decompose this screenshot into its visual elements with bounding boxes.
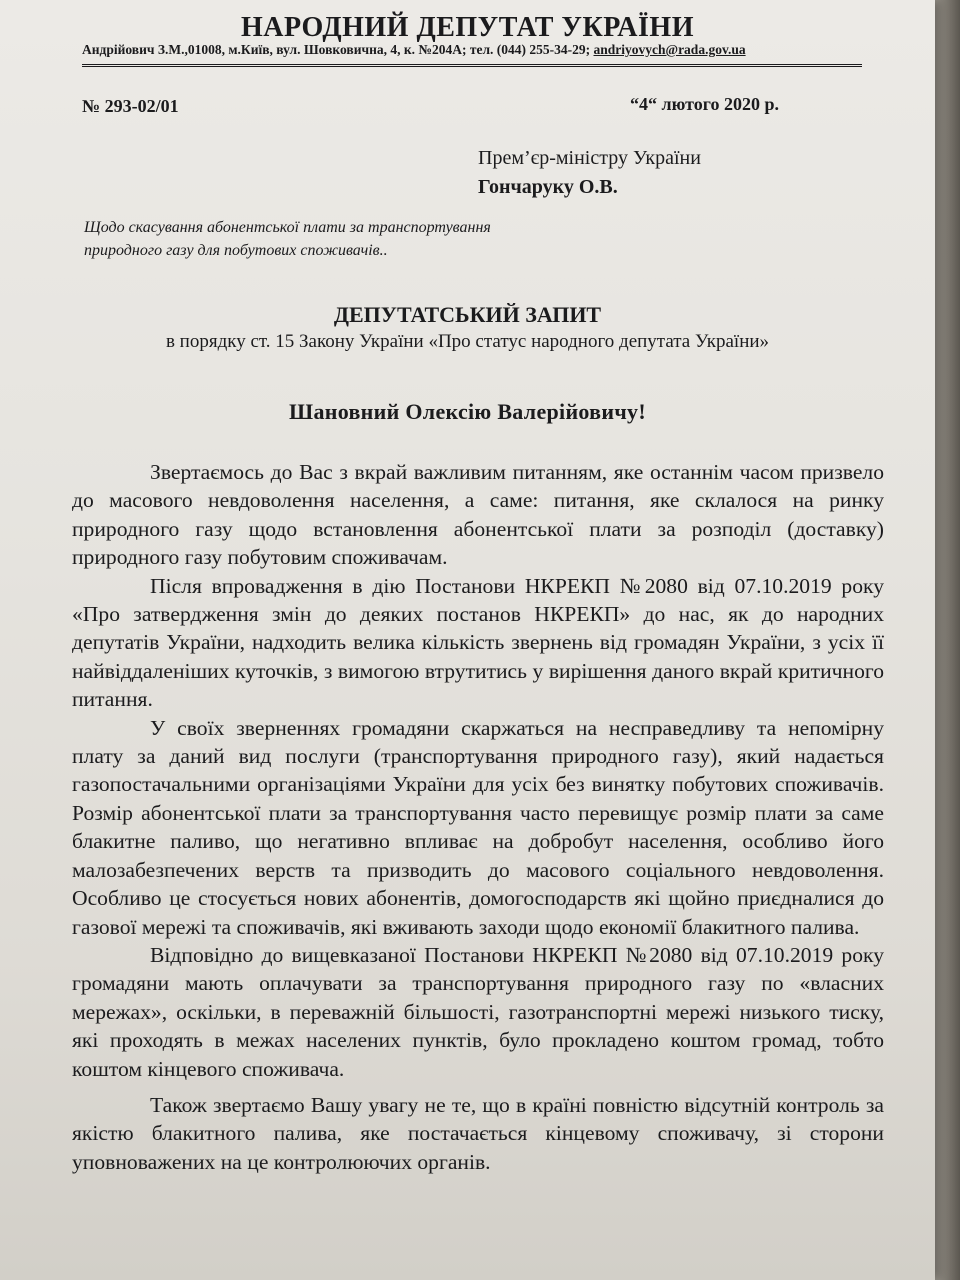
- address-text: Андрійович З.М.,01008, м.Київ, вул. Шовковична, 4, к. №204А; тел. (044) 255-34-29;: [82, 42, 594, 57]
- paragraph-5: Також звертаємо Вашу увагу не те, що в країні повністю відсутній контроль за якістю блакитного палива, яке постачається кінцевому споживачу, зі сторони уповноважених на це контролюючих органів.: [72, 1092, 884, 1174]
- letterhead-address: [82, 42, 862, 67]
- document-date: “4“ лютого 2020 р.: [630, 94, 779, 114]
- paragraph-2: Після впровадження в дію Постанови НКРЕКП №2080 від 07.10.2019 року «Про затвердження змін до деяких постанов НКРЕКП» до нас, як до народних депутатів України, надходить велика кількість звернень від громадян України, з усіх її найвіддаленіших куточків, з вимогою втрутитись у вирішення даного вкрай критичного питання.: [72, 573, 884, 712]
- document-title: ДЕПУТАТСЬКИЙ ЗАПИТ: [333, 302, 602, 327]
- recipient-position: Прем’єр-міністру України: [478, 147, 701, 169]
- email-link[interactable]: andriyovych@rada.gov.ua: [593, 42, 746, 57]
- recipient-name: Гончаруку О.В.: [478, 176, 618, 198]
- paragraph-3: У своїх зверненнях громадяни скаржаться на несправедливу та непомірну плату за даний вид послуги (транспортування природного газу), який надається газопостачальними організаціями України для усіх без винятку побутових споживачів. Розмір абонентської плати за транспортування часто перевищує розмір плати за саме блакитне паливо, що негативно впливає на добробут населення, особливо його малозабезпечених верств та призводить до масового соціального невдоволення. Особливо це стосується нових абонентів, домогосподарств які щойно приєдналися до газової мережі та споживачів, які вживають заходи щодо економії блакитного палива.: [72, 715, 884, 939]
- recipient-block: [478, 144, 701, 202]
- paragraph-4: Відповідно до вищевказаної Постанови НКРЕКП №2080 від 07.10.2019 року громадяни мають оплачувати за транспортування природного газу по «власних мережах», оскільки, в переважній більшості, газотранспортні мережі низького тиску, які проходять в межах населених пунктів, було прокладено коштом громад, тобто коштом кінцевого споживача.: [72, 942, 884, 1081]
- letter-body: [72, 458, 884, 1176]
- paragraph-1: Звертаємось до Вас з вкрай важливим питанням, яке останнім часом призвело до масового невдоволення населення, а саме: питання, яке склалося на ринку природного газу щодо встановлення абонентської плати за розподіл (доставку) природного газу побутовим споживачам.: [72, 460, 884, 570]
- letter-subject: Щодо скасування абонентської плати за транспортування природного газу для побутових споживачів..: [84, 219, 491, 259]
- document-subtitle: в порядку ст. 15 Закону України «Про статус народного депутата України»: [165, 331, 770, 352]
- letterhead-title: НАРОДНИЙ ДЕПУТАТ УКРАЇНИ: [241, 12, 694, 43]
- greeting: Шановний Олексію Валерійовичу!: [289, 399, 646, 424]
- registration-number: № 293-02/01: [82, 96, 179, 116]
